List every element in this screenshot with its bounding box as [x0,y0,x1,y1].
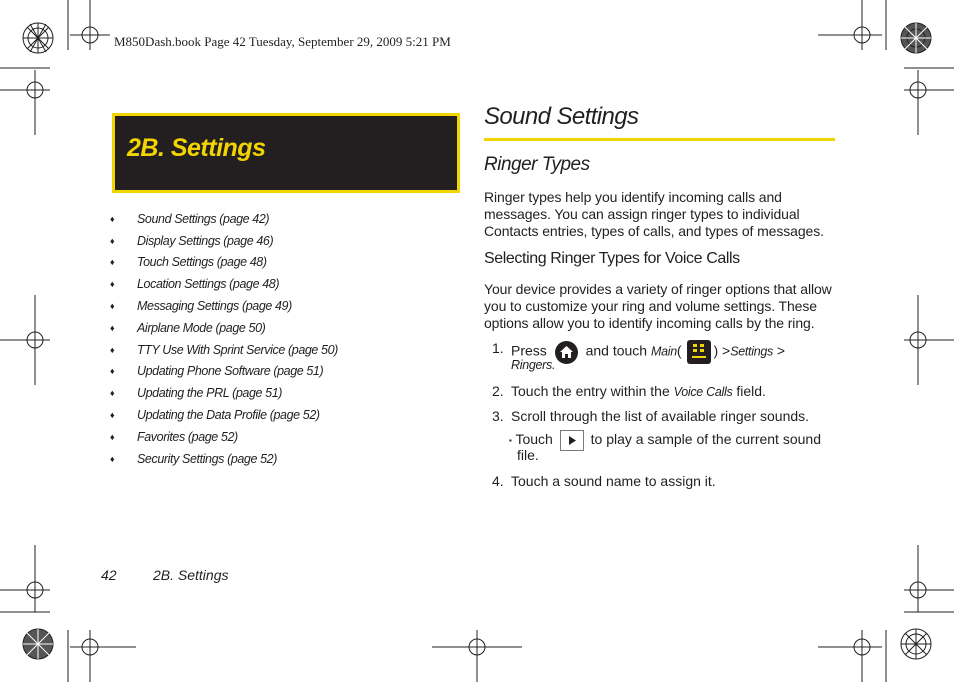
step-text: to play a sample of the current sound [590,431,821,448]
page-number: 42 [101,567,117,583]
toc-item[interactable] [110,252,338,274]
paren: ) [713,342,719,359]
diamond-bullet-icon: ♦ [110,344,115,355]
diamond-bullet-icon: ♦ [110,366,115,377]
diamond-bullet-icon: ♦ [110,431,115,442]
sub-step [509,430,821,451]
step-text: Touch [515,431,553,448]
toc-item-label: TTY Use With Sprint Service (page 50) [137,342,338,357]
section-title-rule [484,138,835,141]
step-number: 1. [492,340,504,356]
diamond-bullet-icon: ♦ [110,322,115,333]
step-4 [492,473,716,490]
step-text: field. [736,383,766,399]
toc-item[interactable] [110,208,338,230]
step-text: Scroll through the list of available ringer sounds. [511,408,810,424]
toc-item-label: Updating the PRL (page 51) [137,386,283,401]
path-separator: > [722,342,731,359]
toc-item[interactable] [110,273,338,295]
toc-item-label: Favorites (page 52) [137,429,238,444]
registration-target-icon [901,23,931,53]
step-3 [492,408,810,425]
path-separator: > [776,342,786,359]
step-text: Touch the entry within the [511,383,670,399]
body-paragraph: Your device provides a variety of ringer options that allow you to customize your ring and volume settings. These options allow you to identify incoming calls by the ring. [484,281,832,331]
step-number: 4. [492,473,504,489]
chapter-toc [110,208,338,470]
toc-item-label: Messaging Settings (page 49) [137,299,292,314]
diamond-bullet-icon: ♦ [110,453,115,464]
footer-section-name: 2B. Settings [153,567,229,583]
toc-item-label: Airplane Mode (page 50) [137,320,266,335]
toc-item-label: Touch Settings (page 48) [137,255,267,270]
running-head: M850Dash.book Page 42 Tuesday, September 29, 2009 5:21 PM [114,34,451,49]
subheading: Selecting Ringer Types for Voice Calls [484,250,740,267]
toc-item[interactable] [110,404,338,426]
section-title: Sound Settings [484,103,639,130]
diamond-bullet-icon: ♦ [110,279,115,290]
diamond-bullet-icon: ♦ [110,213,115,224]
step-number: 3. [492,408,504,424]
diamond-bullet-icon: ♦ [110,388,115,399]
diamond-bullet-icon: ♦ [110,410,115,421]
toc-item[interactable] [110,295,338,317]
paren: ( [676,342,682,359]
toc-item[interactable] [110,339,338,361]
ringers-label: Ringers. [511,358,556,372]
toc-item[interactable] [110,317,338,339]
toc-item-label: Updating Phone Software (page 51) [137,364,324,379]
toc-item-label: Security Settings (page 52) [137,451,277,466]
diamond-bullet-icon: ♦ [110,301,115,312]
registration-target-icon [23,629,53,659]
field-name: Voice Calls [673,385,733,399]
chapter-title-box [112,113,460,193]
home-icon [555,341,578,364]
intro-paragraph: Ringer types help you identify incoming calls and messages. You can assign ringer types to individual Contacts entries, types of calls, and types of messages. [484,189,824,239]
toc-item[interactable] [110,230,338,252]
main-label: Main [650,344,677,359]
square-bullet-icon: ▪ [509,436,512,445]
step-2 [492,383,766,401]
toc-item-label: Sound Settings (page 42) [137,211,270,226]
step-text: Press [511,342,547,359]
chapter-title: 2B. Settings [127,134,266,162]
step-text: Touch a sound name to assign it. [511,473,716,489]
toc-item[interactable] [110,426,338,448]
diamond-bullet-icon: ♦ [110,235,115,246]
settings-label: Settings [730,344,773,359]
step-text: and touch [585,342,648,359]
registration-target-icon [23,23,53,53]
section-subtitle: Ringer Types [484,154,590,175]
toc-item[interactable] [110,361,338,383]
sub-step-continuation: file. [517,447,539,463]
diamond-bullet-icon: ♦ [110,257,115,268]
toc-item-label: Display Settings (page 46) [137,233,274,248]
step-number: 2. [492,383,504,399]
toc-item-label: Location Settings (page 48) [137,277,280,292]
play-icon [560,430,584,451]
main-menu-icon [687,340,711,364]
toc-item[interactable] [110,382,338,404]
toc-item[interactable] [110,448,338,470]
registration-target-icon [901,629,931,659]
toc-item-label: Updating the Data Profile (page 52) [137,408,320,423]
